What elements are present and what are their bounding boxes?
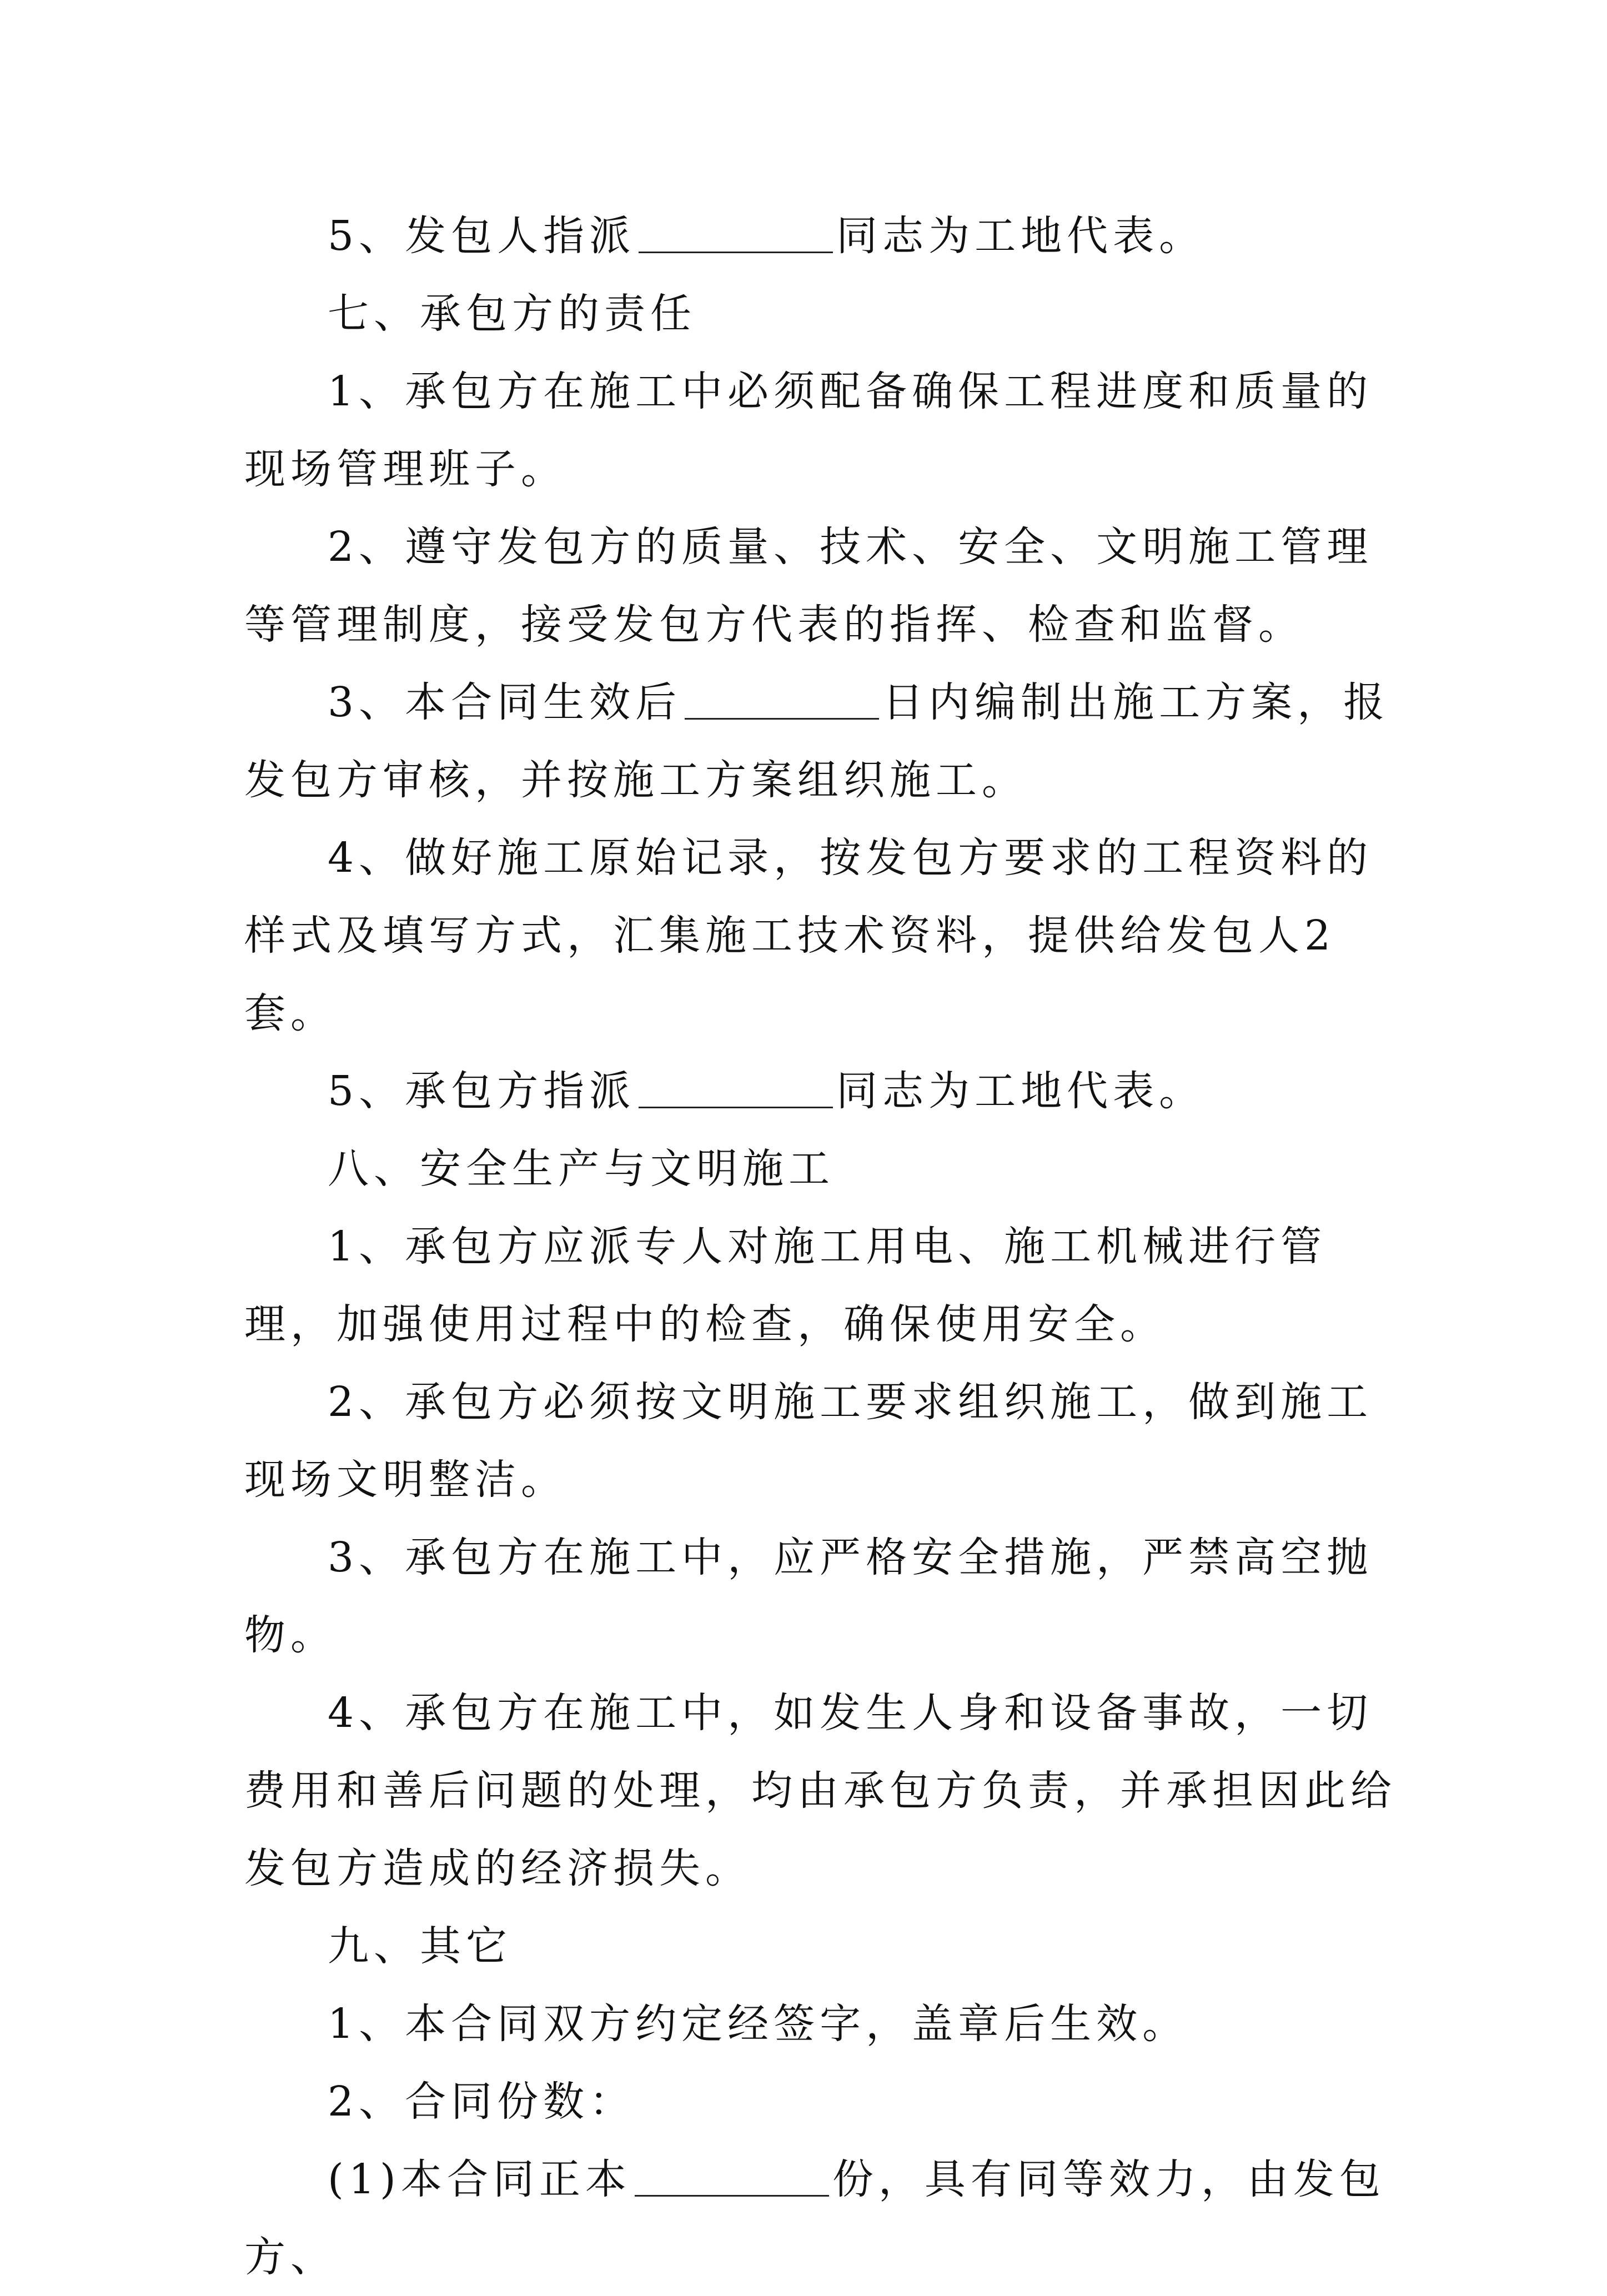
paragraph-text: 日内编制出施工方案，报发包方审核，并按施工方案组织施工。 <box>244 679 1390 804</box>
fill-in-blank <box>635 2156 829 2197</box>
paragraph-employer-site-rep <box>244 197 1405 275</box>
paragraph-construction-plan <box>244 664 1405 819</box>
paragraph-text: 5、承包方指派 <box>328 1067 636 1115</box>
paragraph-original-copies <box>244 2141 1405 2296</box>
paragraph-safety-measures: 3、承包方在施工中，应严格安全措施，严禁高空抛物。 <box>244 1534 1373 1659</box>
section-heading-8: 八、安全生产与文明施工 <box>328 1145 835 1193</box>
fill-in-blank <box>639 213 833 253</box>
paragraph-text: 5、发包人指派 <box>328 212 636 260</box>
paragraph-contractor-site-rep <box>244 1052 1405 1130</box>
paragraph-accident-liability: 4、承包方在施工中，如发生人身和设备事故，一切费用和善后问题的处理，均由承包方负责，并承担因此给发包方造成的经济损失。 <box>244 1689 1397 1892</box>
paragraph-records: 4、做好施工原始记录，按发包方要求的工程资料的样式及填写方式，汇集施工技术资料，提供给发包人2套。 <box>244 834 1373 1037</box>
paragraph-text: 同志为工地代表。 <box>836 212 1206 260</box>
paragraph-text: 同志为工地代表。 <box>836 1067 1206 1115</box>
paragraph-copies-heading: 2、合同份数： <box>328 2078 636 2126</box>
document-body <box>244 197 1405 2296</box>
paragraph-management-team: 1、承包方在施工中必须配备确保工程进度和质量的现场管理班子。 <box>244 368 1373 493</box>
paragraph-effective-upon-signing: 1、本合同双方约定经签字，盖章后生效。 <box>328 2000 1189 2048</box>
fill-in-blank <box>685 679 879 720</box>
fill-in-blank <box>639 1068 833 1108</box>
section-heading-9: 九、其它 <box>328 1922 512 1970</box>
section-heading-7: 七、承包方的责任 <box>328 290 696 338</box>
paragraph-text: 份，具有同等效力，由发包方、 <box>244 2156 1385 2281</box>
paragraph-comply-rules: 2、遵守发包方的质量、技术、安全、文明施工管理等管理制度，接受发包方代表的指挥、检查和监督。 <box>244 523 1373 649</box>
paragraph-text: 3、本合同生效后 <box>328 679 682 726</box>
paragraph-electricity-machinery: 1、承包方应派专人对施工用电、施工机械进行管理，加强使用过程中的检查，确保使用安全。 <box>244 1223 1327 1348</box>
paragraph-text: (1)本合同正本 <box>328 2156 631 2203</box>
paragraph-civilized-construction: 2、承包方必须按文明施工要求组织施工，做到施工现场文明整洁。 <box>244 1378 1373 1504</box>
